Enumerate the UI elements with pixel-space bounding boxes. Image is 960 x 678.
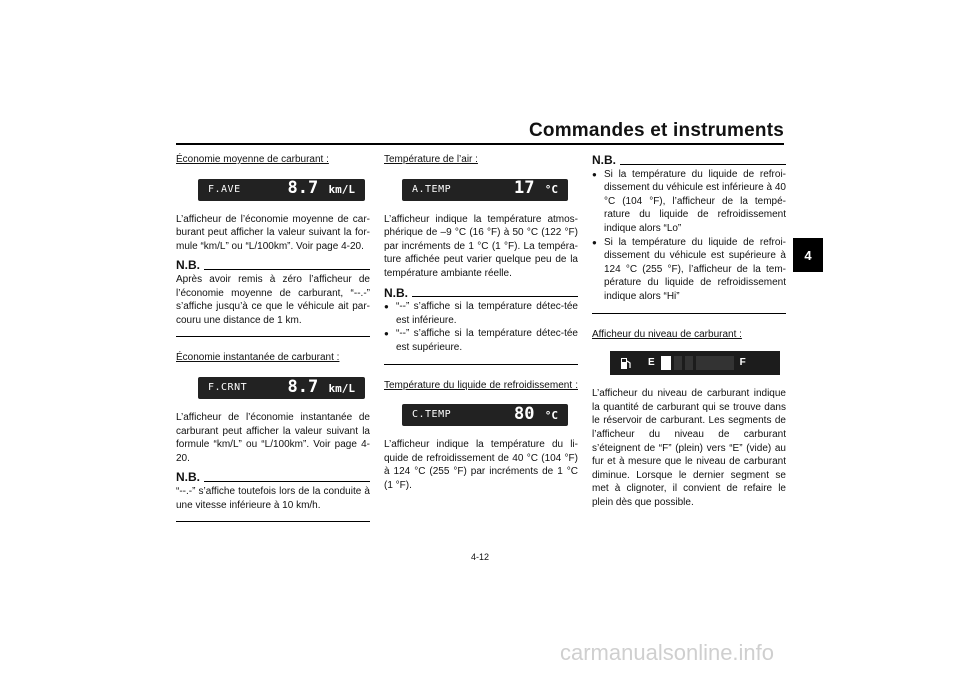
page-header-title: Commandes et instruments — [528, 120, 784, 141]
fuel-pump-icon — [620, 356, 632, 370]
lcd-label: F.AVE — [208, 183, 241, 195]
nb-heading: N.B. — [384, 287, 578, 301]
nb-end-rule — [176, 336, 370, 337]
lcd-label: A.TEMP — [412, 183, 452, 195]
header-rule — [176, 143, 784, 145]
lcd-value: 8.7 km/L — [287, 376, 355, 397]
section-heading-average-fuel: Économie moyenne de carburant : — [176, 154, 329, 165]
paragraph: L’afficheur de l’économie moyenne de car-burant peut afficher la valeur suivant la for-mule “km/L” ou “L/100km”. Voir page 4-20. — [176, 213, 370, 252]
nb-end-rule — [176, 521, 370, 522]
lcd-value: 8.7 km/L — [287, 178, 355, 199]
lcd-label: F.CRNT — [208, 382, 248, 394]
nb-heading: N.B. — [176, 259, 370, 273]
section-heading-air-temp: Température de l’air : — [384, 154, 478, 165]
nb-end-rule — [384, 364, 578, 365]
nb-text: “--.-” s’affiche toutefois lors de la conduite à une vitesse inférieure à 10 km/h. — [176, 485, 370, 511]
bullet-icon: ● — [592, 169, 597, 179]
fuel-segment-off — [696, 356, 734, 370]
bullet-icon: ● — [592, 237, 597, 247]
paragraph: L’afficheur du niveau de carburant indique la quantité de carburant qui se trouve dans le réservoir de carburant. Les segments de l’afficheur du niveau de carburant s’éteignent de “F” (plein) vers “E” (vide) au fur et à mesure que le niveau de carburant diminue. Lorsque le dernier segment se met à clignoter, il convient de refaire le plein dès que possible. — [592, 388, 786, 508]
bullet-icon: ● — [384, 302, 389, 312]
chapter-tab: 4 — [793, 238, 823, 272]
lcd-label: C.TEMP — [412, 409, 452, 421]
bullet-item: ● “--” s’affiche si la température détec-tée est supérieure. — [384, 328, 578, 353]
nb-heading: N.B. — [176, 471, 370, 485]
column-1 — [176, 153, 370, 522]
lcd-display-coolant-temp — [402, 404, 568, 426]
lcd-display-average-fuel — [198, 179, 365, 201]
lcd-value: 80 °C — [514, 403, 558, 424]
bullet-item: ● “--” s’affiche si la température détec-tée est inférieure. — [384, 301, 578, 326]
watermark: carmanualsonline.info — [560, 640, 775, 665]
column-3 — [592, 154, 786, 509]
lcd-value: 17 °C — [514, 178, 558, 199]
fuel-segment-off — [674, 356, 682, 370]
fuel-empty-label: E — [648, 357, 655, 369]
bullet-item: ● Si la température du liquide de refroi-dissement du véhicule est supérieure à 124 °C (255 °F), l’afficheur de la tem-pérature du liquide de refroidissement indique alors “Hi” — [592, 236, 786, 302]
lcd-display-instant-fuel — [198, 377, 365, 399]
fuel-level-display — [610, 351, 780, 375]
column-2 — [384, 153, 578, 493]
nb-text: Après avoir remis à zéro l’afficheur de l’économie moyenne de carburant, “--.-” s’affiche jusqu’à ce que le véhicule ait par-couru une distance de 1 km. — [176, 273, 370, 326]
section-heading-coolant-temp: Température du liquide de refroidissement : — [384, 379, 578, 391]
section-heading-instant-fuel: Économie instantanée de carburant : — [176, 352, 340, 364]
nb-end-rule — [592, 313, 786, 314]
bullet-item: ● Si la température du liquide de refroi-dissement du véhicule est inférieure à 40 °C (104 °F), l’afficheur de la tempé-rature du liquide de refroidissement indique alors “Lo” — [592, 168, 786, 234]
lcd-display-air-temp — [402, 179, 568, 201]
paragraph: L’afficheur indique la température du li-quide de refroidissement de 40 °C (104 °F) à 124 °C (255 °F) par incréments de 1 °C (1 °F). — [384, 439, 578, 491]
nb-heading: N.B. — [592, 154, 786, 168]
fuel-segment-lit — [661, 356, 671, 370]
paragraph: L’afficheur indique la température atmos-phérique de –9 °C (16 °F) à 50 °C (122 °F) par incréments de 1 °C (1 °F). La tempéra-ture affichée peut varier quelque peu de la température ambiante réelle. — [384, 213, 578, 279]
paragraph: L’afficheur de l’économie instantanée de carburant peut afficher la valeur suivant la formule “km/L” ou “L/100km”. Voir page 4-20. — [176, 411, 370, 464]
bullet-icon: ● — [384, 329, 389, 339]
fuel-full-label: F — [739, 357, 746, 369]
fuel-segment-off — [685, 356, 693, 370]
page-number: 4-12 — [470, 552, 489, 562]
section-heading-fuel-level: Afficheur du niveau de carburant : — [592, 328, 742, 340]
